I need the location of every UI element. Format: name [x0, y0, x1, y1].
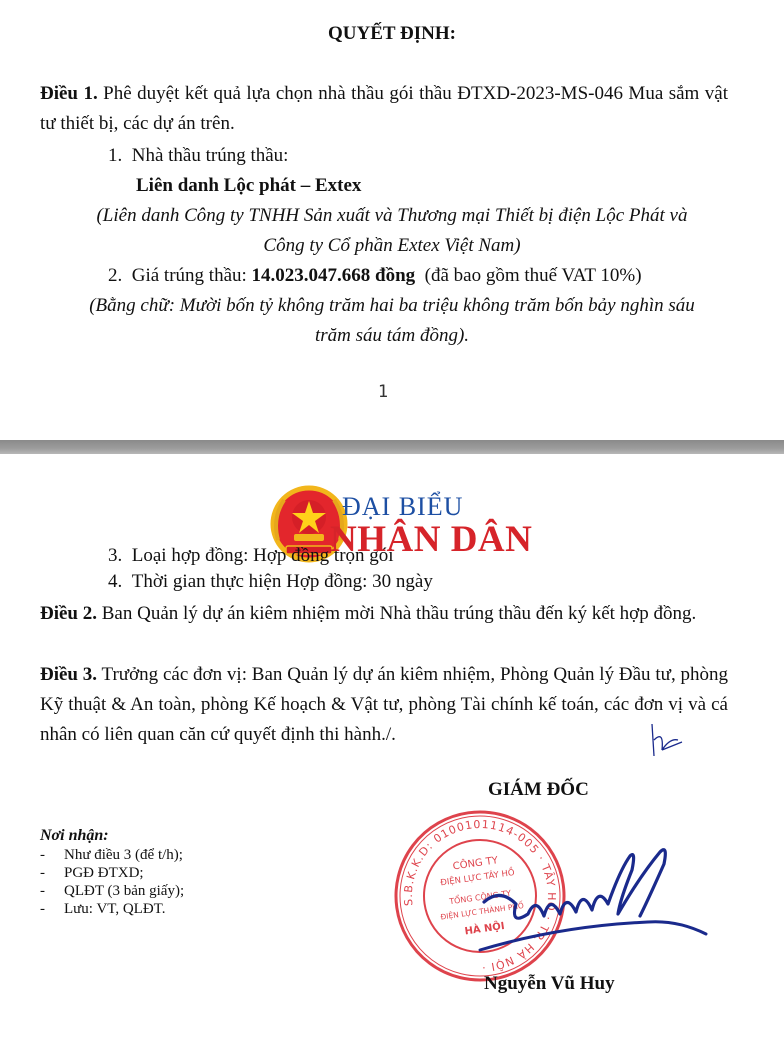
item-3-text: Loại hợp đồng: Hợp đồng trọn gói	[131, 545, 394, 566]
recipients-block	[40, 826, 184, 918]
winning-bid-amount: 14.023.047.668 đồng	[251, 265, 416, 286]
document-page-1	[0, 0, 784, 440]
recipient-item: - QLĐT (3 bản giấy);	[40, 883, 185, 899]
page-number: 1	[377, 382, 389, 402]
item-2-number: 2.	[108, 265, 123, 286]
amount-in-words-line-2: trăm sáu tám đồng).	[314, 325, 470, 346]
page-separator	[0, 440, 784, 454]
initials-mark	[648, 720, 684, 760]
watermark-line-1: ĐẠI BIỂU	[342, 492, 464, 521]
vat-note: (đã bao gồm thuế VAT 10%)	[424, 265, 642, 286]
item-3-number: 3.	[108, 545, 123, 566]
article-3-label: Điều 3.	[40, 664, 98, 685]
stamp-line-4: ĐIỆN LỰC THÀNH PHỐ	[439, 901, 525, 922]
recipient-item: - Như điều 3 (để t/h);	[40, 847, 183, 863]
stamp-line-1: CÔNG TY	[452, 855, 499, 873]
article-3-text: Trưởng các đơn vị: Ban Quản lý dự án kiêm nhiệm, Phòng Quản lý Đầu tư, phòng Kỹ thuật & An toàn, phòng Kế hoạch & Vật tư, phòng Tài chính kế toán, các đơn vị và cá nhân có liên quan căn cứ quyết định thi hành./.	[40, 664, 728, 745]
recipient-item: - PGĐ ĐTXD;	[40, 865, 144, 881]
watermark-line-2: NHÂN DÂN	[330, 519, 533, 560]
article-1	[40, 79, 728, 139]
stamp-line-5: HÀ NỘI	[463, 920, 506, 938]
amount-in-words-line-1: (Bằng chữ: Mười bốn tỷ không trăm hai ba triệu không trăm bốn bảy nghìn sáu	[89, 295, 695, 316]
item-1	[108, 144, 288, 168]
article-2	[40, 599, 728, 629]
item-1-text: Nhà thầu trúng thầu:	[131, 145, 289, 166]
winner-detail-line-2: Công ty Cổ phần Extex Việt Nam)	[263, 235, 521, 256]
item-4-text: Thời gian thực hiện Hợp đồng: 30 ngày	[131, 571, 433, 592]
recipient-item: - Lưu: VT, QLĐT.	[40, 901, 166, 917]
article-1-text: Phê duyệt kết quả lựa chọn nhà thầu gói thầu ĐTXD-2023-MS-046 Mua sắm vật tư thiết bị, các dự án trên.	[40, 83, 729, 134]
article-3	[40, 660, 728, 750]
recipients-title: Nơi nhận:	[40, 827, 109, 844]
stamp-line-2: ĐIỆN LỰC TÂY HỒ	[439, 868, 516, 889]
article-2-text: Ban Quản lý dự án kiêm nhiệm mời Nhà thầu trúng thầu đến ký kết hợp đồng.	[97, 603, 697, 624]
article-1-label: Điều 1.	[40, 83, 98, 104]
signer-name: Nguyễn Vũ Huy	[484, 973, 615, 994]
article-2-label: Điều 2.	[40, 603, 97, 624]
signer-title: GIÁM ĐỐC	[488, 779, 589, 800]
director-signature	[470, 830, 710, 970]
stamp-ring-text: S.B.K.K.D: 0100101114-005 · TÂY HỒ · TP. HÀ NỘI ·	[401, 817, 559, 975]
item-4-number: 4.	[108, 571, 123, 592]
item-2-label: Giá trúng thầu:	[131, 265, 252, 286]
stamp-line-3: TỔNG CÔNG TY	[448, 888, 512, 907]
item-1-number: 1.	[108, 145, 123, 166]
winner-detail-line-1: (Liên danh Công ty TNHH Sản xuất và Thương mại Thiết bị điện Lộc Phát và	[96, 205, 688, 226]
item-4	[108, 570, 433, 594]
item-2	[108, 264, 642, 288]
decision-heading: QUYẾT ĐỊNH:	[328, 23, 456, 44]
winner-name: Liên danh Lộc phát – Extex	[136, 175, 362, 196]
